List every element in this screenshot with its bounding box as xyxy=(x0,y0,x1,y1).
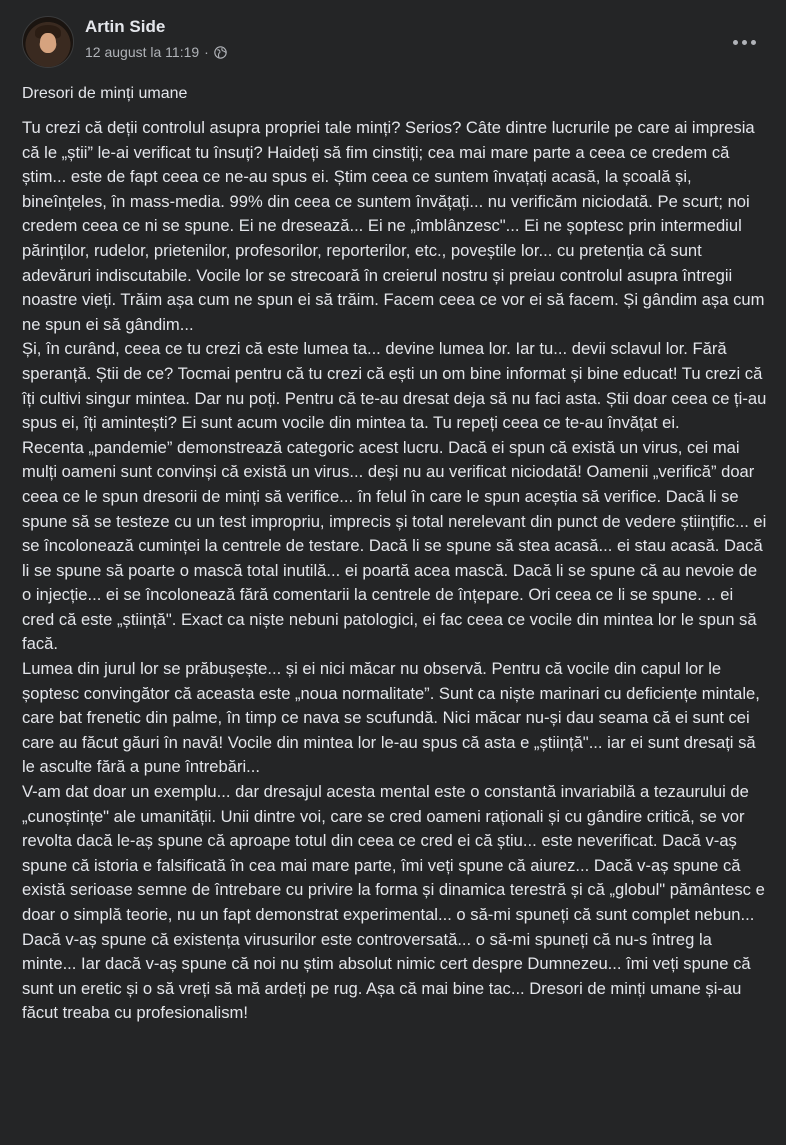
post-paragraph: Și, în curând, ceea ce tu crezi că este lumea ta... devine lumea lor. Iar tu... devii sclavul lor. Fără speranță. Știi de ce? Tocmai pentru că tu crezi că ești un om bine informat și bine educat! Tu crezi că îți cultivi singur mintea. Dar nu poți. Pentru că te-au dresat deja să nu faci asta. Știi doar ceea ce ți-au spus ei, îți amintești? Ei sunt acum vocile din mintea ta. Tu repeți ceea ce te-au învățat ei. xyxy=(22,339,767,433)
post-paragraph: Tu crezi că deții controlul asupra propriei tale minți? Serios? Câte dintre lucrurile pe care ai impresia că le „știi” le-ai verificat tu însuți? Haideți să fim cinstiți; cea mai mare parte a ceea ce credem că știm... este de fapt ceea ce ne-au spus ei. Știm ceea ce suntem învațați acasă, la școală și, bineînțeles, în mass-media. 99% din ceea ce suntem învățați... nu verificăm niciodată. Pe scurt; noi credem ceea ce ni se spune. Ei ne dresează... Ei ne „îmblânzesc"... Ei ne șoptesc prin intermediul părinților, rudelor, prietenilor, profesorilor, reporterilor, etc., poveștile lor... cu pretenția că sunt adevăruri indiscutabile. Vocile lor se strecoară în creierul nostru și preiau controlul asupra întregii noastre vieți. Trăim așa cum ne spun ei să trăim. Facem ceea ce vor ei să facem. Și gândim așa cum ne spun ei să gândim... xyxy=(22,118,765,334)
post-paragraph: Recenta „pandemie” demonstrează categoric acest lucru. Dacă ei spun că există un virus, cei mai mulți oameni sunt convinși că există un virus... deși nu au verificat niciodată! Oamenii „verifică” doar ceea ce le spun dresorii de minți să verifice... în felul în care le spun aceștia să verifice. Dacă li se spune să se testeze cu un test impropriu, imprecis și total nerelevant din punct de vedere științific... ei se încolonează cuminței la centrele de testare. Dacă li se spune să stea acasă... ei stau acasă. Dacă li se spune să poarte o mască total inutilă... ei poartă acea mască. Dacă li se spune că au nevoie de o injecție... ei se încolonează fără comentarii la centrele de înțepare. Ori ceea ce li se spune. .. ei cred că este „știință". Exact ca niște nebuni patologici, ei fac ceea ce vocile din mintea lor le spun să facă. xyxy=(22,437,767,654)
globe-icon[interactable] xyxy=(214,46,227,59)
more-options-button[interactable] xyxy=(726,24,762,60)
author-avatar[interactable] xyxy=(22,16,74,68)
post-header xyxy=(22,14,762,70)
post-timestamp[interactable]: 12 august la 11:19 xyxy=(85,44,200,60)
post-paragraph: V-am dat doar un exemplu... dar dresajul acesta mental este o constantă invariabilă a tezaurului de „cunoștințe" ale umanității. Unii dintre voi, care se cred oameni raționali și cu gândire critică, se vor revolta dacă le-aș spune că aproape totul din ceea ce cred ei că știu... este neverificat. Dacă v-aș spune că istoria e falsificată în cea mai mare parte, îmi veți spune că aiurez... Dacă v-aș spune că există serioase semne de întrebare cu privire la forma și dinamica terestră și că „globul" pământesc e doar o simplă teorie, nu un fapt demonstrat experimental... o să-mi spuneți că sunt complet nebun... Dacă v-aș spune că existența virusurilor este controversată... o să-mi spuneți că nu-s întreg la minte... Iar dacă v-aș spune că noi nu știm absolut nimic cert despre Dumnezeu... îmi veți spune că sunt un eretic și o să vreți să mă ardeți pe rug. Așa că mai bine tac... Dresori de minți umane și-au făcut treaba cu profesionalism! xyxy=(22,782,765,1023)
post-meta xyxy=(85,44,227,60)
author-name[interactable]: Artin Side xyxy=(85,17,166,36)
post-paragraph: Lumea din jurul lor se prăbușește... și ei nici măcar nu observă. Pentru că vocile din capul lor le șoptesc convingător că aceasta este „noua normalitate”. Sunt ca niște marinari cu deficiențe mintale, care bat frenetic din palme, în timp ce nava se scufundă. Nici măcar nu-și dau seama că ei sunt cei care au făcut găuri în navă! Vocile din mintea lor le-au spus că asta e „știință"... iar ei sunt dresați să le asculte fără a pune întrebări... xyxy=(22,659,760,777)
more-options-icon xyxy=(733,40,738,45)
post-title: Dresori de minți umane xyxy=(22,85,188,102)
post-body xyxy=(22,116,767,1026)
meta-separator: · xyxy=(204,44,209,60)
